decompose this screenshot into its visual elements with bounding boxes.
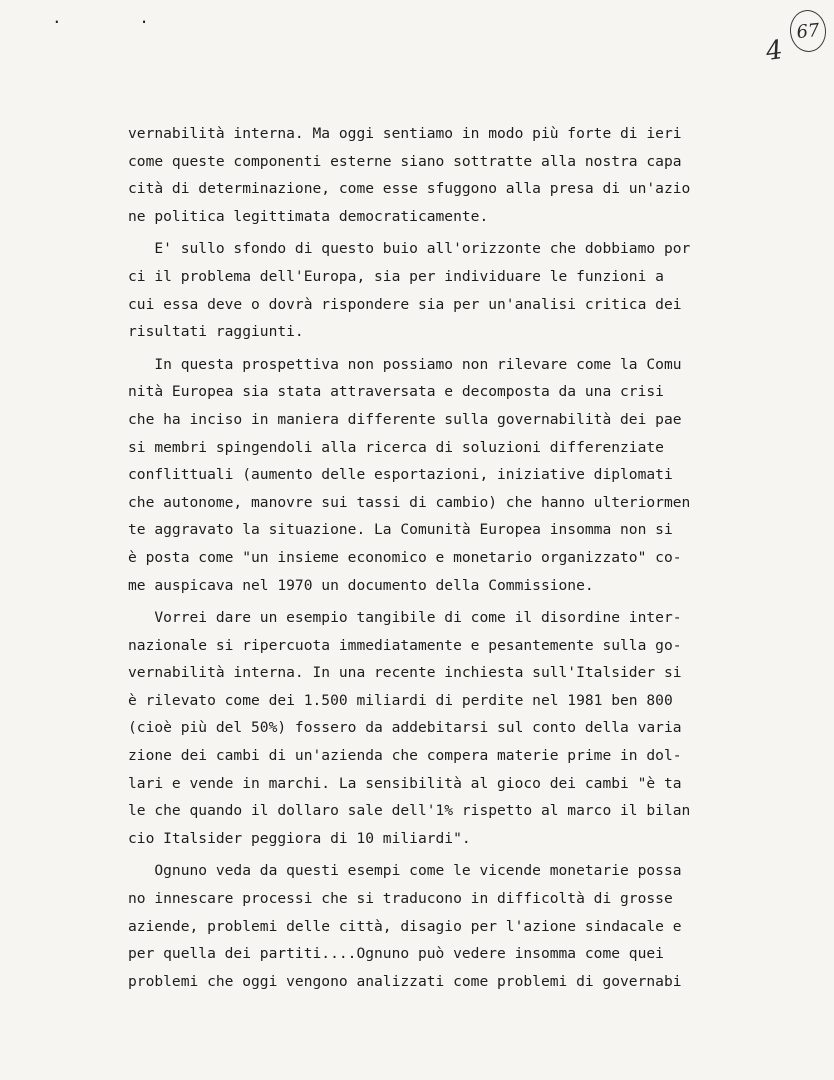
text-line: te aggravato la situazione. La Comunità Europea insomma non si	[128, 521, 673, 539]
text-line: zione dei cambi di un'azienda che compera materie prime in dol-	[128, 747, 682, 765]
text-line: vernabilità interna. In una recente inchiesta sull'Italsider si	[128, 664, 682, 682]
paragraph	[128, 120, 758, 230]
text-line: è posta come "un insieme economico e monetario organizzato" co-	[128, 548, 682, 566]
text-line: come queste componenti esterne siano sottratte alla nostra capa	[128, 152, 682, 170]
text-line: problemi che oggi vengono analizzati come problemi di governabi	[128, 972, 682, 990]
text-line: lari e vende in marchi. La sensibilità al gioco dei cambi "è ta	[128, 774, 682, 792]
text-line: nità Europea sia stata attraversata e decomposta da una crisi	[128, 383, 664, 401]
text-line: E' sullo sfondo di questo buio all'orizzonte che dobbiamo por	[128, 240, 691, 258]
text-line: nazionale si ripercuota immediatamente e pesantemente sulla go-	[128, 636, 682, 654]
text-line: cio Italsider peggiora di 10 miliardi".	[128, 829, 471, 847]
text-line: si membri spingendoli alla ricerca di soluzioni differenziate	[128, 438, 664, 456]
text-line: Vorrei dare un esempio tangibile di come il disordine inter-	[128, 609, 682, 627]
text-line: risultati raggiunti.	[128, 323, 304, 341]
text-line: (cioè più del 50%) fossero da addebitarsi sul conto della varia	[128, 719, 682, 737]
text-line: è rilevato come dei 1.500 miliardi di perdite nel 1981 ben 800	[128, 691, 673, 709]
document-body	[128, 120, 758, 995]
text-line: vernabilità interna. Ma oggi sentiamo in modo più forte di ieri	[128, 125, 682, 142]
paragraph	[128, 351, 758, 599]
text-line: che autonome, manovre sui tassi di cambio) che hanno ulteriormen	[128, 493, 691, 511]
text-line: cità di determinazione, come esse sfuggono alla presa di un'azio	[128, 180, 691, 198]
text-line: no innescare processi che si traducono in difficoltà di grosse	[128, 890, 673, 908]
circled-folio-number: 67	[788, 8, 828, 54]
text-line: cui essa deve o dovrà rispondere sia per un'analisi critica dei	[128, 295, 682, 313]
text-line: ne politica legittimata democraticamente.	[128, 207, 489, 225]
text-line: me auspicava nel 1970 un documento della Commissione.	[128, 576, 594, 594]
text-line: che ha inciso in maniera differente sulla governabilità dei pae	[128, 410, 682, 428]
handwritten-page-number: 4	[763, 34, 785, 68]
text-line: le che quando il dollaro sale dell'1% rispetto al marco il bilan	[128, 802, 691, 820]
paragraph	[128, 857, 758, 995]
margin-dots: . .	[52, 8, 183, 27]
paragraph	[128, 604, 758, 852]
text-line: per quella dei partiti....Ognuno può vedere insomma come quei	[128, 945, 664, 963]
paragraph	[128, 235, 758, 345]
text-line: In questa prospettiva non possiamo non rilevare come la Comu	[128, 355, 682, 373]
text-line: aziende, problemi delle città, disagio per l'azione sindacale e	[128, 917, 682, 935]
text-line: Ognuno veda da questi esempi come le vicende monetarie possa	[128, 862, 682, 880]
text-line: ci il problema dell'Europa, sia per individuare le funzioni a	[128, 267, 664, 285]
text-line: conflittuali (aumento delle esportazioni, iniziative diplomati	[128, 466, 673, 484]
